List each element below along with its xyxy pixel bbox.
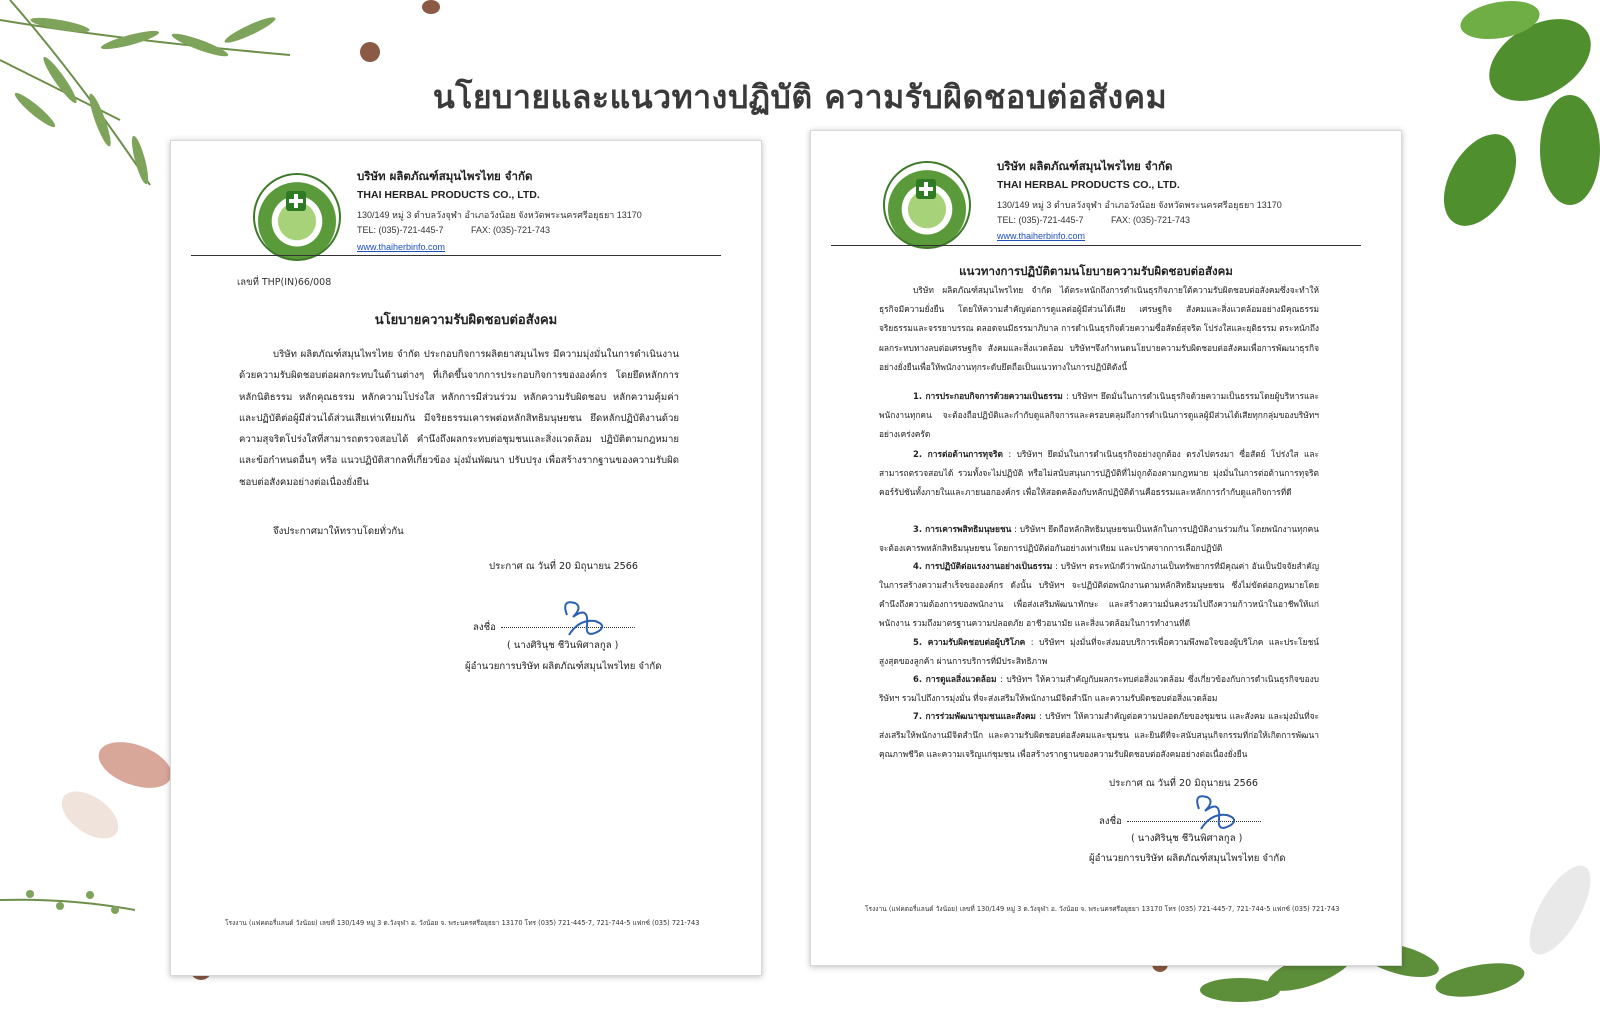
letterhead-divider xyxy=(191,255,721,256)
peppercorn-decoration xyxy=(422,0,440,14)
signer-title: ผู้อำนวยการบริษัท ผลิตภัณฑ์สมุนไพรไทย จำกัด xyxy=(465,661,662,672)
guideline-intro: บริษัท ผลิตภัณฑ์สมุนไพรไทย จำกัด ได้ตระหนักถึงการดำเนินธุรกิจภายใต้ความรับผิดชอบต่อสังคมซึ่งจะทำให้ธุรกิจมีความยั่งยืน โดยให้ความสำคัญต่อการดูแลต่อผู้มีส่วนได้เสีย เศรษฐกิจ สังคมและสิ่งแวดล้อมอย่างมีคุณธรรม จริยธรรมและจรรยาบรรณ ตลอดจนมีธรรมาภิบาล การดำเนินธุรกิจด้วยความซื่อสัตย์สุจริต โปร่งใสและยุติธรรม ตระหนักถึงผลกระทบทางลบต่อเศรษฐกิจ สังคมและสิ่งแวดล้อม บริษัทฯจึงกำหนดนโยบายความรับผิดชอบต่อสังคมเพื่อการพัฒนาธุรกิจอย่างยั่งยืนเพื่อให้พนักงานทุกระดับยึดถือเป็นแนวทางในการปฏิบัติดังนี้ xyxy=(879,285,1319,372)
letterhead-divider xyxy=(831,245,1361,246)
policy-document-page xyxy=(170,140,762,976)
document-title: นโยบายความรับผิดชอบต่อสังคม xyxy=(374,313,558,328)
closing-statement: จึงประกาศมาให้ทราบโดยทั่วกัน xyxy=(273,526,404,537)
document-number: เลขที่ THP(IN)66/008 xyxy=(237,277,332,288)
guideline-item-heading: 4. การปฏิบัติต่อแรงงานอย่างเป็นธรรม xyxy=(913,561,1053,571)
guideline-item xyxy=(879,445,1319,502)
company-fax: FAX: (035)-721-743 xyxy=(471,225,551,235)
company-address: 130/149 หมู่ 3 ตำบลวังจุฬา อำเภอวังน้อย จังหวัดพระนครศรีอยุธยา 13170 xyxy=(997,200,1282,210)
signature-mark xyxy=(559,595,609,643)
thyme-decoration-left xyxy=(0,870,140,930)
banner-title: นโยบายและแนวทางปฏิบัติ ความรับผิดชอบต่อสังคม xyxy=(432,78,1168,116)
announcement-date: ประกาศ ณ วันที่ 20 มิถุนายน 2566 xyxy=(489,561,638,572)
company-website-link[interactable]: www.thaiherbinfo.com xyxy=(997,231,1086,241)
guideline-item-heading: 5. ความรับผิดชอบต่อผู้บริโภค xyxy=(913,637,1026,647)
company-name-th: บริษัท ผลิตภัณฑ์สมุนไพรไทย จำกัด xyxy=(357,169,533,183)
company-tel: TEL: (035)-721-445-7 xyxy=(997,215,1084,225)
company-name-th: บริษัท ผลิตภัณฑ์สมุนไพรไทย จำกัด xyxy=(997,159,1173,173)
guideline-item-heading: 7. การร่วมพัฒนาชุมชนและสังคม xyxy=(913,711,1036,721)
announcement-date: ประกาศ ณ วันที่ 20 มิถุนายน 2566 xyxy=(1109,778,1258,789)
guideline-item xyxy=(879,387,1319,444)
guideline-item-text: : บริษัทฯ ให้ความสำคัญต่อความปลอดภัยของชุมชน และสังคม และมุ่งมั่นที่จะส่งเสริมให้พนักงานมีจิตสำนึก และความรับผิดชอบต่อสังคมและชุมชน และยินดีที่จะสนับสนุนกิจกรรมที่ก่อให้เกิดการพัฒนาคุณภาพชีวิต และความเจริญแก่ชุมชน เพื่อสร้างรากฐานของความรับผิดชอบต่อสังคมอย่างต่อเนื่องยั่งยืน xyxy=(879,711,1319,759)
policy-body: บริษัท ผลิตภัณฑ์สมุนไพรไทย จำกัด ประกอบกิจการผลิตยาสมุนไพร มีความมุ่งมั่นในการดำเนินงานด้วยความรับผิดชอบต่อผลกระทบในด้านต่างๆ ที่เกิดขึ้นจากการประกอบกิจการขององค์กร โดยยึดหลักการหลักนิติธรรม หลักคุณธรรม หลักความโปร่งใส หลักการมีส่วนร่วม หลักความรับผิดชอบ หลักความคุ้มค่า และปฏิบัติต่อผู้มีส่วนได้ส่วนเสียเท่าเทียมกัน มีจริยธรรมเคารพต่อหลักสิทธิมนุษยชน ยึดหลักปฏิบัติงานด้วยความสุจริตโปร่งใสที่สามารถตรวจสอบได้ คำนึงถึงผลกระทบต่อชุมชนและสิ่งแวดล้อม ปฏิบัติตามกฎหมายและข้อกำหนดอื่นๆ หรือ แนวปฏิบัติสากลที่เกี่ยวข้อง มุ่งมั่นพัฒนา ปรับปรุง เพื่อสร้างรากฐานของความรับผิดชอบต่อสังคมอย่างต่อเนื่องยั่งยืน xyxy=(239,349,679,488)
guideline-item xyxy=(879,707,1319,764)
company-tel: TEL: (035)-721-445-7 xyxy=(357,225,444,235)
guideline-item-text: : บริษัทฯ ยึดมั่นในการดำเนินธุรกิจอย่างถูกต้อง ตรงไปตรงมา ซื่อสัตย์ โปร่งใส และสามารถตรวจสอบได้ รวมทั้งจะไม่ปฏิบัติ หรือไม่สนับสนุนการปฏิบัติที่ไม่ถูกต้องตามกฎหมาย มุ่งมั่นในการต่อต้านการทุจริตคอร์รัปชันทั้งภายในและภายนอกองค์กร เพื่อให้สอดคล้องกับหลักปฏิบัติด้านคือธรรมและหลักการกำกับดูแลกิจการที่ดี xyxy=(879,449,1320,497)
guideline-item-heading: 6. การดูแลสิ่งแวดล้อม xyxy=(913,674,997,684)
company-logo xyxy=(253,173,341,261)
guideline-item xyxy=(879,557,1319,633)
company-address: 130/149 หมู่ 3 ตำบลวังจุฬา อำเภอวังน้อย จังหวัดพระนครศรีอยุธยา 13170 xyxy=(357,210,642,220)
garlic-decoration-left xyxy=(40,730,180,850)
company-fax: FAX: (035)-721-743 xyxy=(1111,215,1191,225)
guideline-item xyxy=(879,670,1319,708)
signer-title: ผู้อำนวยการบริษัท ผลิตภัณฑ์สมุนไพรไทย จำกัด xyxy=(1089,853,1286,864)
signature-mark xyxy=(1191,789,1241,837)
sign-label: ลงชื่อ xyxy=(1099,816,1122,827)
page-footer: โรงงาน (แฟคตอรี่แลนด์ วังน้อย) เลขที่ 130/149 หมู่ 3 ต.วังจุฬา อ. วังน้อย จ. พระนครศรีอยุธยา 13170 โทร (035) 721-445-7, 721-744-5 แฟกซ์ (035) 721-743 xyxy=(225,919,700,927)
guideline-item-text: : บริษัทฯ ยึดถือหลักสิทธิมนุษยชนเป็นหลักในการปฏิบัติงานร่วมกัน โดยพนักงานทุกคนจะต้องเคารพหลักสิทธิมนุษยชน โดยการปฏิบัติต่อกันอย่างเท่าเทียม และปราศจากการเลือกปฏิบัติ xyxy=(879,524,1319,553)
guideline-item xyxy=(879,633,1319,671)
guideline-item-heading: 2. การต่อต้านการทุจริต xyxy=(913,449,1003,459)
herbal-cross-icon xyxy=(916,179,936,199)
guideline-item-heading: 1. การประกอบกิจการด้วยความเป็นธรรม xyxy=(913,391,1063,401)
guideline-item-text: : บริษัทฯ ยึดมั่นในการดำเนินธุรกิจด้วยความเป็นธรรมโดยผู้บริหารและพนักงานทุกคน จะต้องถือปฏิบัติและกำกับดูแลกิจการและครอบคลุมถึงการดำเนินการดูแลผู้มีส่วนได้เสียทุกกลุ่มของบริษัทฯ อย่างเคร่งครัด xyxy=(879,391,1319,439)
document-title: แนวทางการปฏิบัติตามนโยบายความรับผิดชอบต่อสังคม xyxy=(959,264,1233,278)
guideline-item-heading: 3. การเคารพสิทธิมนุษยชน xyxy=(913,524,1012,534)
guideline-document-page xyxy=(810,130,1402,966)
guideline-item-text: : บริษัทฯ ให้ความสำคัญกับผลกระทบต่อสิ่งแวดล้อม ซึ่งเกี่ยวข้องกับการดำเนินธุรกิจของบริษัทฯ รวมไปถึงการมุ่งมั่น ที่จะส่งเสริมให้พนักงานมีจิตสำนึก และความรับผิดชอบต่อสิ่งแวดล้อม xyxy=(879,674,1319,703)
signer-name: ( นางศิรินุช ชีวินพิศาลกูล ) xyxy=(1131,833,1243,844)
herbal-cross-icon xyxy=(286,191,306,211)
guideline-item-text: : บริษัทฯ มุ่งมั่นที่จะส่งมอบบริการเพื่อความพึงพอใจของผู้บริโภค และประโยชน์สูงสุดของลูกค้า ผ่านการบริการที่มีประสิทธิภาพ xyxy=(879,637,1319,666)
sign-label: ลงชื่อ xyxy=(473,622,496,633)
signer-name: ( นางศิรินุช ชีวินพิศาลกูล ) xyxy=(507,640,619,651)
peppercorn-decoration xyxy=(360,42,380,62)
basil-decoration-top-right xyxy=(1420,0,1600,270)
company-name-en: THAI HERBAL PRODUCTS CO., LTD. xyxy=(357,189,540,201)
page-footer: โรงงาน (แฟคตอรี่แลนด์ วังน้อย) เลขที่ 130/149 หมู่ 3 ต.วังจุฬา อ. วังน้อย จ. พระนครศรีอยุธยา 13170 โทร (035) 721-445-7, 721-744-5 แฟกซ์ (035) 721-743 xyxy=(865,905,1340,913)
guideline-item-text: : บริษัทฯ ตระหนักดีว่าพนักงานเป็นทรัพยากรที่มีคุณค่า อันเป็นปัจจัยสำคัญในการสร้างความสำเร็จขององค์กร ดังนั้น บริษัทฯ จะปฏิบัติต่อพนักงานตามหลักสิทธิมนุษยชน ซึ่งไม่ขัดต่อกฎหมายโดยคำนึงถึงความต้องการของพนักงาน เพื่อส่งเสริมพัฒนาทักษะ และสร้างความมั่นคงรวมไปถึงความก้าวหน้าในอาชีพให้แก่พนักงาน รวมถึงมาตรฐานความปลอดภัย อาชีวอนามัย และสิ่งแวดล้อมในการทำงานที่ดี xyxy=(879,561,1319,628)
company-name-en: THAI HERBAL PRODUCTS CO., LTD. xyxy=(997,179,1180,191)
company-logo xyxy=(883,161,971,249)
company-website-link[interactable]: www.thaiherbinfo.com xyxy=(357,242,446,252)
guideline-item xyxy=(879,520,1319,558)
